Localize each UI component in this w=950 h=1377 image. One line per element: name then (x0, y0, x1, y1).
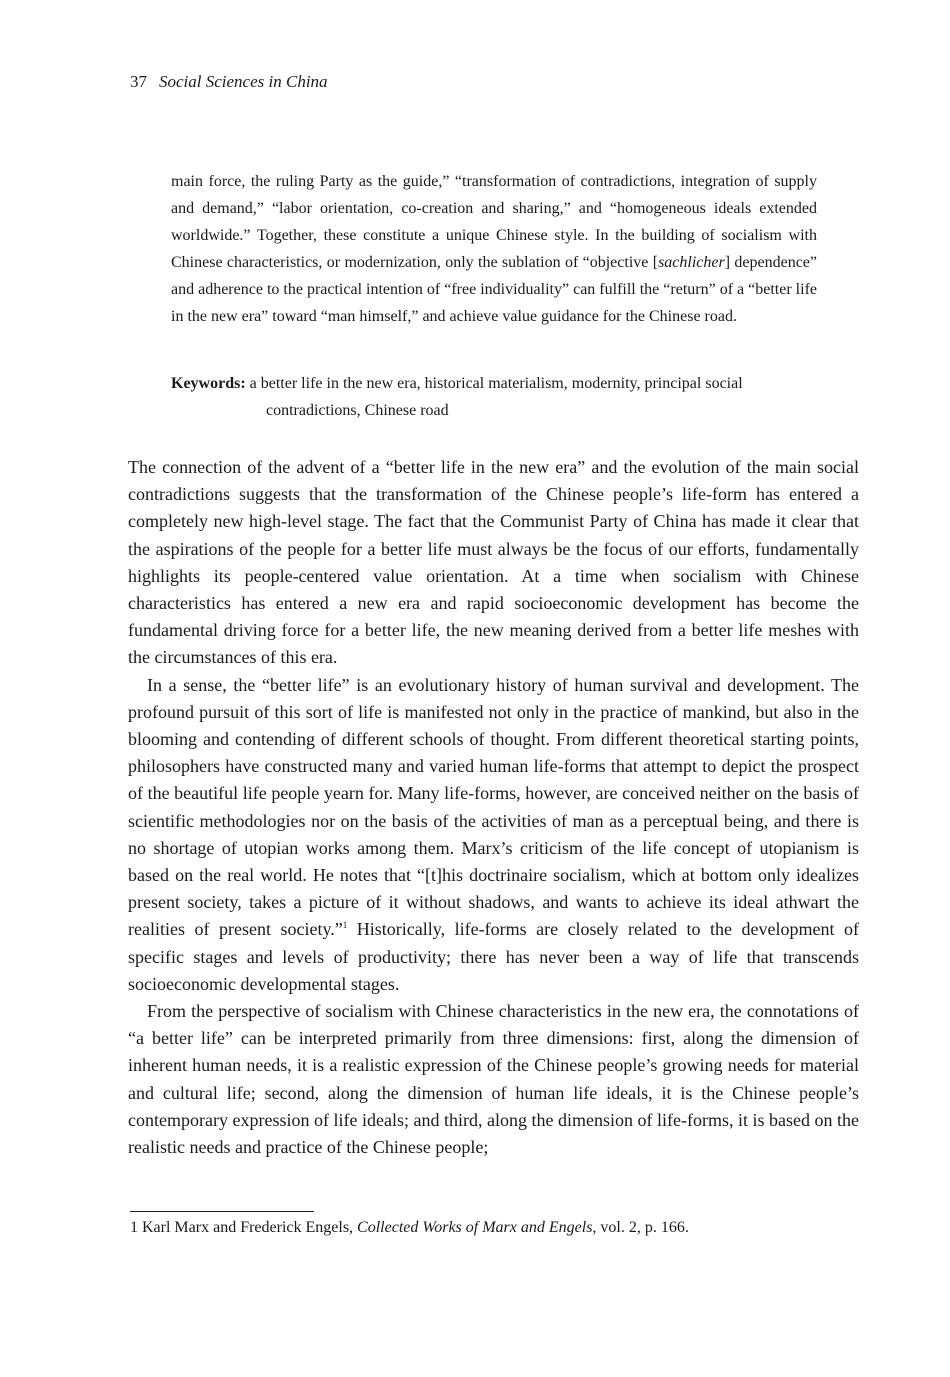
running-head (130, 71, 328, 93)
keywords-text: a better life in the new era, historical materialism, modernity, principal social contradictions, Chinese road (249, 375, 743, 419)
paragraph-3: From the perspective of socialism with Chinese characteristics in the new era, the connotations of “a better life” can be interpreted primarily from three dimensions: first, along the dimension of inherent human needs, it is a realistic expression of the Chinese people’s growing needs for material and cultural life; second, along the dimension of human life ideals, it is the Chinese people’s contemporary expression of life ideals; and third, along the dimension of life-forms, it is based on the realistic needs and practice of the Chinese people; (128, 1001, 859, 1158)
paragraph-1: The connection of the advent of a “better life in the new era” and the evolution of the main social contradictions suggests that the transformation of the Chinese people’s life-form has entered a completely new high-level stage. The fact that the Communist Party of China has made it clear that the aspirations of the people for a better life must always be the focus of our efforts, fundamentally highlights its people-centered value orientation. At a time when socialism with Chinese characteristics has entered a new era and rapid socioeconomic development has become the fundamental driving force for a better life, the new meaning derived from a better life meshes with the circumstances of this era. (128, 457, 859, 668)
page-number: 37 (130, 72, 147, 91)
footnote-rest: , vol. 2, p. 166. (592, 1219, 689, 1236)
footnote-title: Collected Works of Marx and Engels (357, 1219, 593, 1236)
footnote-ref[interactable]: 1 (342, 920, 348, 931)
footnote (130, 1217, 689, 1239)
keywords-label: Keywords: (171, 375, 246, 392)
abstract-text-2: ] dependence” and adherence to the practical intention of “free individuality” can fulfill the “return” of a “better life in the new era” toward “man himself,” and achieve value guidance for the Chinese road. (171, 254, 818, 325)
footnote-number: 1 (130, 1219, 138, 1236)
paragraph-2 (128, 672, 859, 998)
abstract-italic-term: sachlicher (658, 254, 725, 271)
abstract (171, 168, 817, 330)
keywords (171, 370, 817, 424)
paragraph-2-text-a: In a sense, the “better life” is an evolutionary history of human survival and development. The profound pursuit of this sort of life is manifested not only in the practice of mankind, but also in the blooming and contending of different schools of thought. From different theoretical starting points, philosophers have constructed many and varied human life-forms that attempt to depict the prospect of the beautiful life people yearn for. Many life-forms, however, are conceived neither on the basis of scientific methodologies nor on the basis of the activities of man as a perceptual being, and there is no shortage of utopian works among them. Marx’s criticism of the life concept of utopianism is based on the real world. He notes that “[t]his doctrinaire socialism, which at bottom only idealizes present society, takes a picture of it without shadows, and wants to achieve its ideal athwart the realities of present society.” (128, 674, 859, 940)
footnote-authors: Karl Marx and Frederick Engels, (142, 1219, 358, 1236)
paragraph-2-text-b: Historically, life-forms are closely related to the development of specific stages and levels of productivity; there has never been a way of life that transcends socioeconomic developmental stages. (128, 919, 860, 994)
journal-title: Social Sciences in China (159, 72, 328, 91)
footnote-divider (130, 1211, 314, 1212)
abstract-text-1: main force, the ruling Party as the guide,” “transformation of contradictions, integration of supply and demand,” “labor orientation, co-creation and sharing,” and “homogeneous ideals extended worldwide.” Together, these constitute a unique Chinese style. In the building of socialism with Chinese characteristics, or modernization, only the sublation of “objective [ (171, 173, 817, 271)
body-text (128, 454, 859, 1161)
